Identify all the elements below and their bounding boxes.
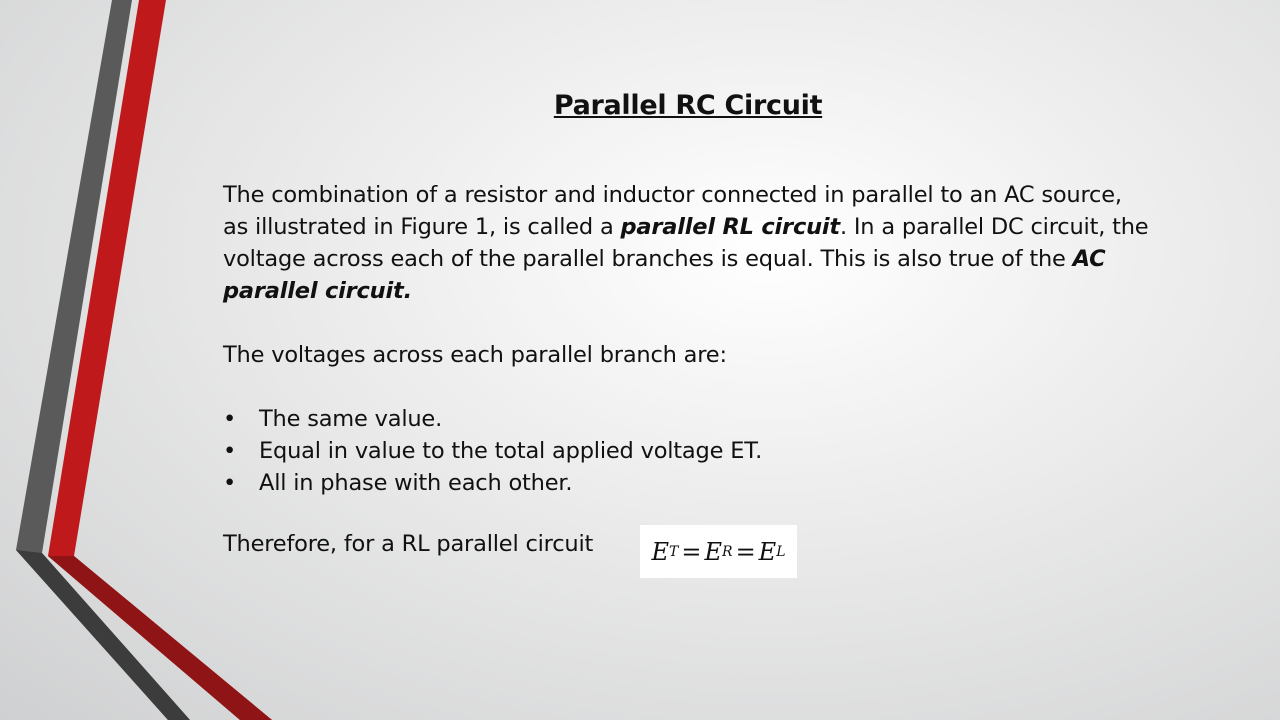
slide-body (223, 179, 1153, 499)
list-item: • Equal in value to the total applied voltage ET. (223, 435, 1153, 467)
intro-paragraph: The combination of a resistor and inductor connected in parallel to an AC source, as illustrated in Figure 1, is called a parallel RL circuit. In a parallel DC circuit, the voltage across each of the parallel branches is equal. This is also true of the AC parallel circuit. (223, 182, 1149, 304)
bullet-icon: • (223, 406, 237, 432)
therefore-text: Therefore, for a RL parallel circuit (223, 531, 594, 557)
slide-title: Parallel RC Circuit (553, 90, 823, 121)
list-item: • All in phase with each other. (223, 467, 1153, 499)
formula-image: E T = E R = E L (640, 525, 797, 578)
emphasis-parallel-rl: parallel RL circuit (620, 214, 840, 240)
bullet-icon: • (223, 470, 237, 496)
bullet-icon: • (223, 438, 237, 464)
bullet-list (223, 403, 1153, 499)
voltages-paragraph: The voltages across each parallel branch are: (223, 342, 727, 368)
emphasis-ac-parallel: AC parallel circuit. (223, 246, 1106, 304)
list-item: • The same value. (223, 403, 1153, 435)
